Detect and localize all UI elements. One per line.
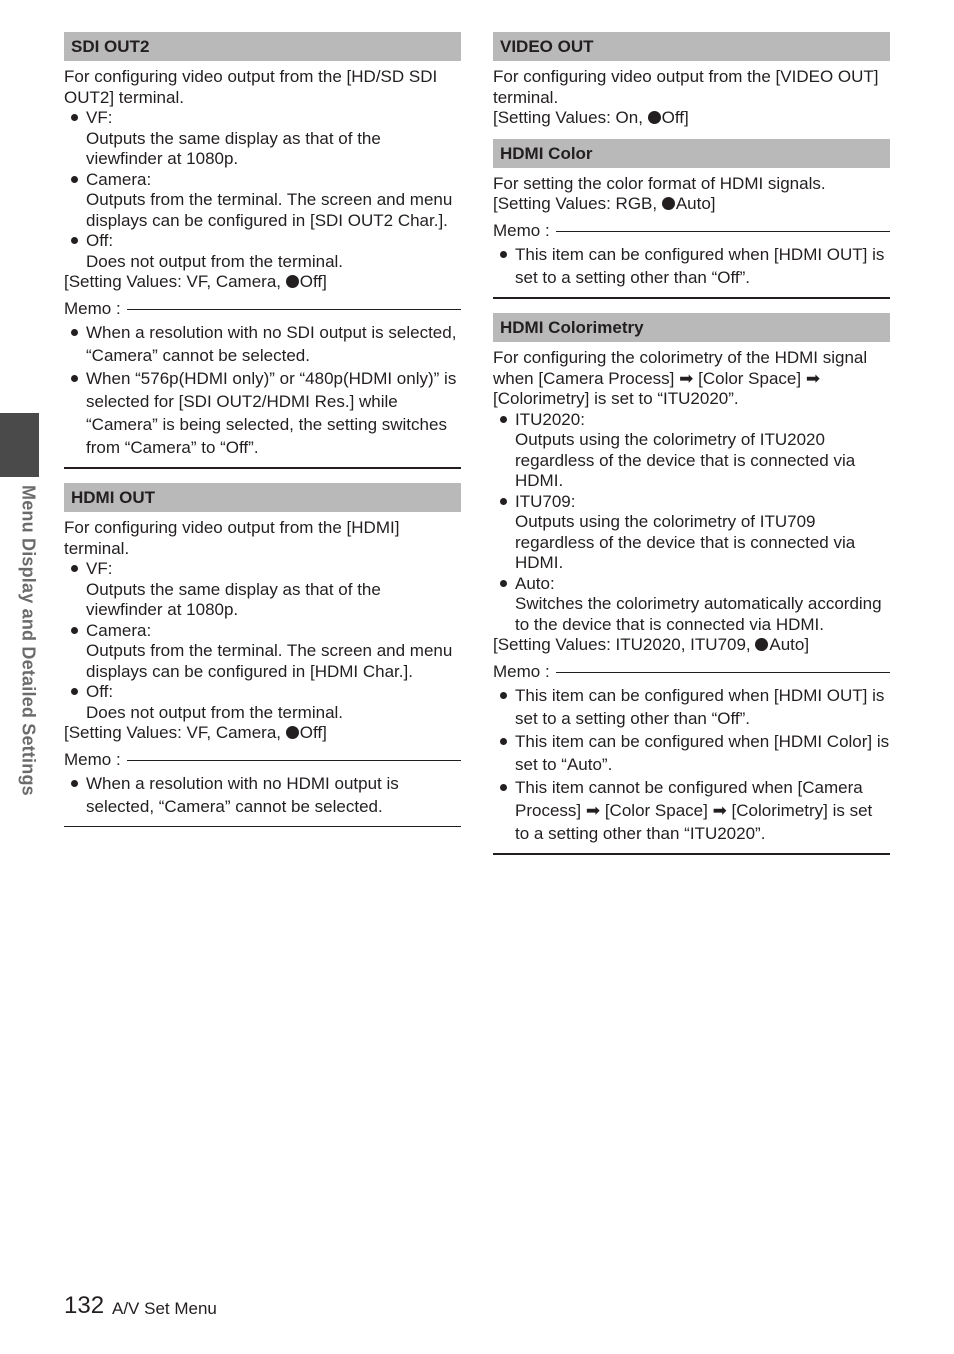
- setting-values: [493, 635, 890, 656]
- option-description: Outputs from the terminal. The screen and menu displays can be configured in [HDMI Char.].: [86, 641, 453, 681]
- setting-values: [64, 272, 461, 293]
- option-list: [64, 559, 461, 723]
- default-marker-icon: [648, 111, 661, 124]
- arrow-right-icon: ➡: [712, 801, 727, 820]
- option-label: VF:: [86, 559, 113, 578]
- section-intro: For setting the color format of HDMI signals.: [493, 173, 826, 193]
- intro-text: [Colorimetry] is set to “ITU2020”.: [493, 389, 739, 408]
- section-video-out: [493, 32, 890, 129]
- option-description: Does not output from the terminal.: [86, 251, 344, 271]
- memo-item: [493, 776, 890, 845]
- memo-rule: [127, 760, 461, 761]
- section-heading: HDMI Colorimetry: [493, 313, 890, 342]
- list-item: [493, 410, 890, 492]
- memo-label: Memo :: [64, 749, 121, 769]
- right-column: [493, 32, 890, 855]
- memo-list: [493, 684, 890, 845]
- default-marker-icon: [662, 197, 675, 210]
- memo-item: This item can be configured when [HDMI OUT] is set to a setting other than “Off”.: [493, 684, 890, 730]
- memo-text: [Color Space]: [600, 801, 713, 820]
- section-hdmi-colorimetry: [493, 313, 890, 855]
- list-item: [64, 559, 461, 621]
- memo-item: This item can be configured when [HDMI OUT] is set to a setting other than “Off”.: [493, 243, 890, 289]
- option-label: Camera:: [86, 620, 152, 640]
- setting-values-default: Off]: [299, 272, 327, 291]
- section-heading: HDMI Color: [493, 139, 890, 168]
- option-list: [493, 410, 890, 636]
- arrow-right-icon: ➡: [805, 368, 821, 388]
- memo-list: [64, 772, 461, 818]
- memo-rule: [556, 231, 890, 232]
- setting-values-prefix: [Setting Values: VF, Camera,: [64, 272, 286, 291]
- list-item: [64, 682, 461, 723]
- memo-header: [64, 750, 461, 771]
- option-description: Switches the colorimetry automatically according to the device that is connected via HDMI.: [515, 594, 882, 634]
- setting-values-prefix: [Setting Values: VF, Camera,: [64, 723, 286, 742]
- memo-item: When “576p(HDMI only)” or “480p(HDMI only)” is selected for [SDI OUT2/HDMI Res.] while “Camera” is being selected, the setting switches from “Camera” to “Off”.: [64, 367, 461, 459]
- option-description: Outputs from the terminal. The screen and menu displays can be configured in [SDI OUT2 Char.].: [86, 190, 453, 230]
- option-description: Outputs using the colorimetry of ITU709 regardless of the device that is connected via HDMI.: [515, 512, 856, 572]
- intro-text: [Color Space]: [693, 368, 806, 388]
- footer-section-title: A/V Set Menu: [112, 1299, 217, 1318]
- setting-values-prefix: [Setting Values: ITU2020, ITU709,: [493, 635, 756, 654]
- list-item: [493, 574, 890, 636]
- memo-text: [Colorimetry] is set to a setting other than “ITU2020”.: [515, 801, 873, 843]
- list-item: [493, 492, 890, 574]
- memo-item: When a resolution with no HDMI output is selected, “Camera” cannot be selected.: [64, 772, 461, 818]
- option-label: VF:: [86, 108, 113, 127]
- setting-values-default: Auto]: [769, 635, 810, 654]
- default-marker-icon: [286, 275, 299, 288]
- section-intro: For configuring video output from the [VIDEO OUT] terminal.: [493, 67, 879, 107]
- setting-values-default: Off]: [299, 723, 327, 742]
- option-label: Auto:: [515, 573, 555, 593]
- setting-values-prefix: [Setting Values: RGB,: [493, 194, 662, 213]
- option-description: Outputs using the colorimetry of ITU2020 regardless of the device that is connected via HDMI.: [515, 430, 856, 490]
- setting-values: [64, 723, 461, 744]
- page-number: 132: [64, 1292, 105, 1319]
- option-description: Outputs the same display as that of the viewfinder at 1080p.: [86, 579, 381, 619]
- section-intro: [493, 348, 890, 410]
- memo-label: Memo :: [64, 298, 121, 318]
- section-intro: For configuring video output from the [HDMI] terminal.: [64, 518, 400, 558]
- memo-rule: [556, 672, 890, 673]
- setting-values: [493, 194, 890, 215]
- memo-item: When a resolution with no SDI output is selected, “Camera” cannot be selected.: [64, 321, 461, 367]
- setting-values-default: Auto]: [675, 194, 716, 213]
- option-list: [64, 108, 461, 272]
- memo-item: This item can be configured when [HDMI Color] is set to “Auto”.: [493, 730, 890, 776]
- section-heading: VIDEO OUT: [493, 32, 890, 61]
- list-item: [64, 231, 461, 272]
- memo-list: [493, 243, 890, 289]
- memo-list: [64, 321, 461, 459]
- option-label: Off:: [86, 682, 114, 701]
- chapter-tab-marker: [0, 413, 39, 477]
- setting-values: [493, 108, 890, 129]
- memo-end-rule: [64, 826, 461, 827]
- memo-header: [493, 662, 890, 683]
- list-item: [64, 108, 461, 170]
- intro-text: For configuring the colorimetry of the HDMI signal when [Camera Process]: [493, 348, 868, 388]
- memo-header: [64, 299, 461, 320]
- memo-header: [493, 221, 890, 242]
- section-hdmi-color: [493, 139, 890, 300]
- default-marker-icon: [286, 726, 299, 739]
- section-heading: SDI OUT2: [64, 32, 461, 61]
- section-sdi-out2: [64, 32, 461, 469]
- memo-label: Memo :: [493, 220, 550, 240]
- setting-values-default: Off]: [661, 108, 689, 127]
- memo-label: Memo :: [493, 661, 550, 681]
- option-label: Off:: [86, 231, 114, 250]
- section-heading: HDMI OUT: [64, 483, 461, 512]
- setting-values-prefix: [Setting Values: On,: [493, 108, 648, 127]
- list-item: [64, 621, 461, 683]
- left-column: [64, 32, 461, 827]
- arrow-right-icon: ➡: [585, 801, 601, 820]
- default-marker-icon: [755, 638, 768, 651]
- option-description: Does not output from the terminal.: [86, 702, 344, 722]
- option-label: ITU2020:: [515, 409, 585, 429]
- memo-text: This item cannot be configured when [Camera Process]: [515, 778, 863, 820]
- list-item: [64, 170, 461, 232]
- option-label: Camera:: [86, 169, 152, 189]
- section-hdmi-out: [64, 483, 461, 827]
- option-label: ITU709:: [515, 491, 576, 511]
- memo-rule: [127, 309, 461, 310]
- memo-end-rule: [493, 853, 890, 855]
- arrow-right-icon: ➡: [679, 368, 694, 388]
- chapter-side-label: Menu Display and Detailed Settings: [18, 485, 39, 796]
- option-description: Outputs the same display as that of the viewfinder at 1080p.: [86, 128, 381, 168]
- section-intro: For configuring video output from the [HD/SD SDI OUT2] terminal.: [64, 67, 438, 107]
